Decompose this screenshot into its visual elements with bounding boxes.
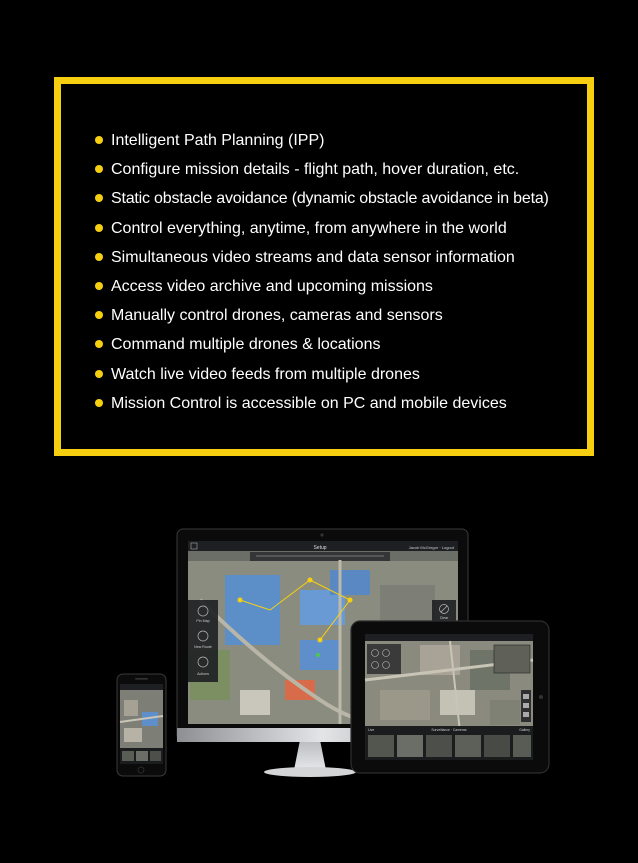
video-thumbnail	[484, 735, 510, 757]
tablet-bottom-center: Surveillance · Cameras	[431, 728, 467, 732]
monitor-user: Jacob McGregor · Logout	[408, 545, 454, 550]
video-thumbnail	[426, 735, 452, 757]
side-label: Actions	[197, 672, 209, 676]
feature-text: Control everything, anytime, from anywhere in the world	[111, 219, 507, 237]
video-thumbnail	[455, 735, 481, 757]
feature-text: Simultaneous video streams and data sensor information	[111, 248, 515, 266]
feature-text: Command multiple drones & locations	[111, 336, 381, 354]
feature-text: Configure mission details - flight path, hover duration, etc.	[111, 161, 520, 179]
feature-text: Watch live video feeds from multiple drones	[111, 365, 420, 383]
video-thumbnail	[397, 735, 423, 757]
feature-text: Manually control drones, cameras and sensors	[111, 307, 443, 325]
feature-text: Access video archive and upcoming missions	[111, 277, 433, 295]
right-label: Clear	[439, 616, 449, 620]
tablet	[351, 621, 549, 773]
video-thumbnail	[368, 735, 394, 757]
phone	[117, 674, 166, 776]
video-thumbnail	[513, 735, 531, 757]
tablet-bottom-right: Gallery	[519, 728, 530, 732]
phone-screen	[120, 684, 163, 764]
side-label: New Route	[194, 645, 212, 649]
tablet-bottom-left: Live	[368, 728, 375, 732]
tablet-screen	[365, 634, 533, 760]
side-label: Pin Map	[196, 619, 210, 623]
feature-text: Intelligent Path Planning (IPP)	[111, 132, 325, 149]
feature-text: Static obstacle avoidance (dynamic obstacle avoidance in beta)	[111, 190, 549, 208]
monitor-title: Setup	[313, 545, 327, 551]
feature-text: Mission Control is accessible on PC and mobile devices	[111, 394, 507, 412]
